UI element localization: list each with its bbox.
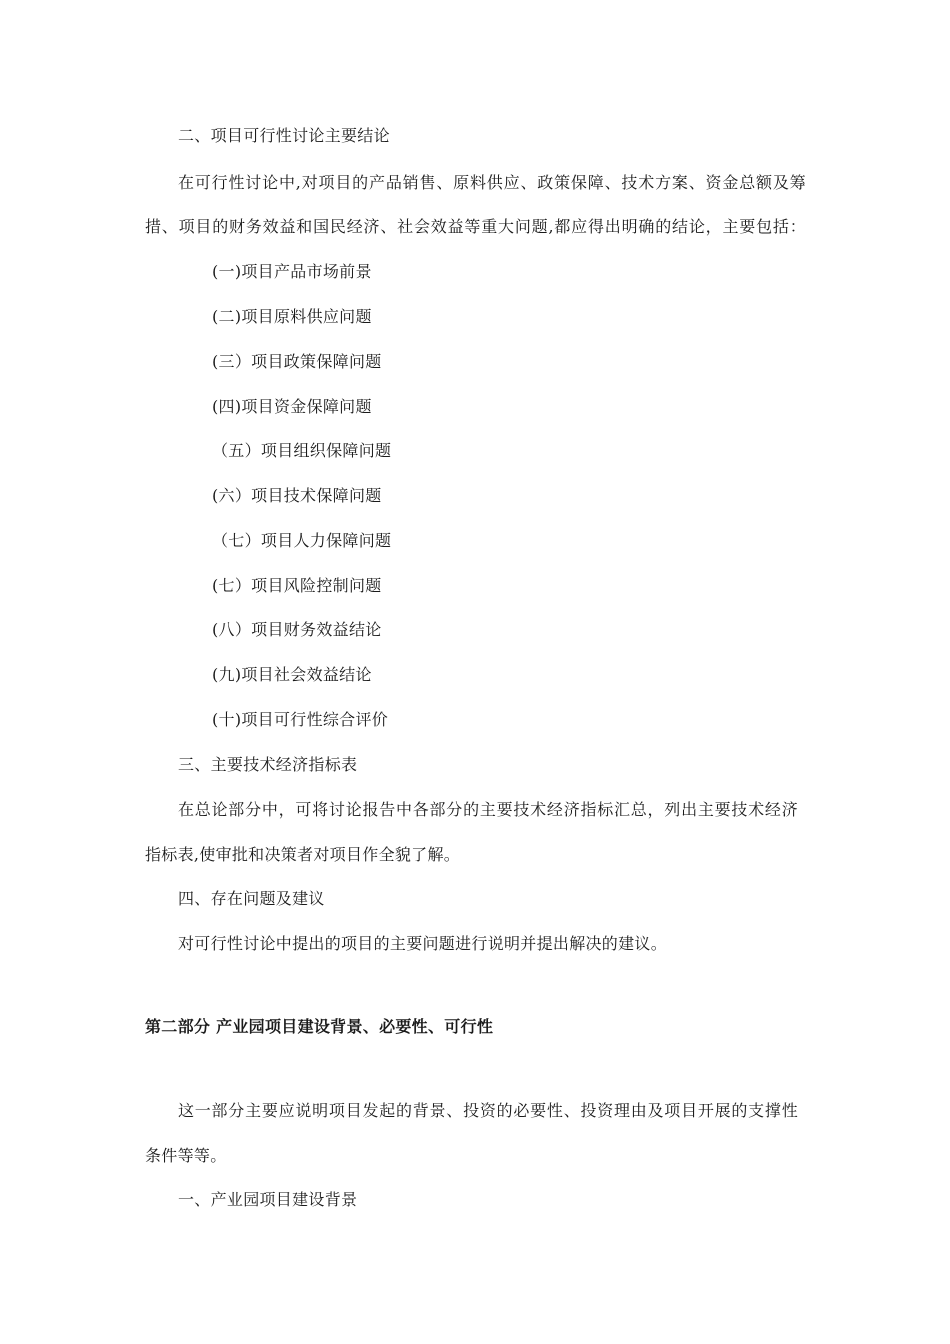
list-item: （五）项目组织保障问题	[212, 441, 392, 460]
list-item: （七）项目人力保障问题	[212, 531, 392, 550]
section-heading: 一、产业园项目建设背景	[178, 1190, 358, 1209]
paragraph-line: 条件等等。	[145, 1146, 227, 1165]
paragraph-line: 对可行性讨论中提出的项目的主要问题进行说明并提出解决的建议。	[178, 934, 668, 953]
list-item: (十)项目可行性综合评价	[212, 710, 389, 729]
part-title: 第二部分 产业园项目建设背景、必要性、可行性	[145, 1017, 494, 1036]
paragraph-line: 指标表,使审批和决策者对项目作全貌了解。	[145, 845, 461, 864]
list-item: (七）项目风险控制问题	[212, 576, 382, 595]
list-item: (八）项目财务效益结论	[212, 620, 382, 639]
list-item: (三）项目政策保障问题	[212, 352, 382, 371]
paragraph-line: 措、项目的财务效益和国民经济、社会效益等重大问题,都应得出明确的结论，主要包括：	[145, 217, 806, 236]
paragraph-line: 这一部分主要应说明项目发起的背景、投资的必要性、投资理由及项目开展的支撑性	[178, 1101, 798, 1120]
list-item: (二)项目原料供应问题	[212, 307, 372, 326]
paragraph-line: 在可行性讨论中,对项目的产品销售、原料供应、政策保障、技术方案、资金总额及筹	[178, 173, 806, 192]
section-heading: 二、项目可行性讨论主要结论	[178, 126, 390, 145]
list-item: (六）项目技术保障问题	[212, 486, 382, 505]
section-heading: 四、存在问题及建议	[178, 889, 325, 908]
section-heading: 三、主要技术经济指标表	[178, 755, 358, 774]
list-item: (九)项目社会效益结论	[212, 665, 372, 684]
list-item: (四)项目资金保障问题	[212, 397, 372, 416]
list-item: (一)项目产品市场前景	[212, 262, 372, 281]
paragraph-line: 在总论部分中，可将讨论报告中各部分的主要技术经济指标汇总，列出主要技术经济	[178, 800, 798, 819]
